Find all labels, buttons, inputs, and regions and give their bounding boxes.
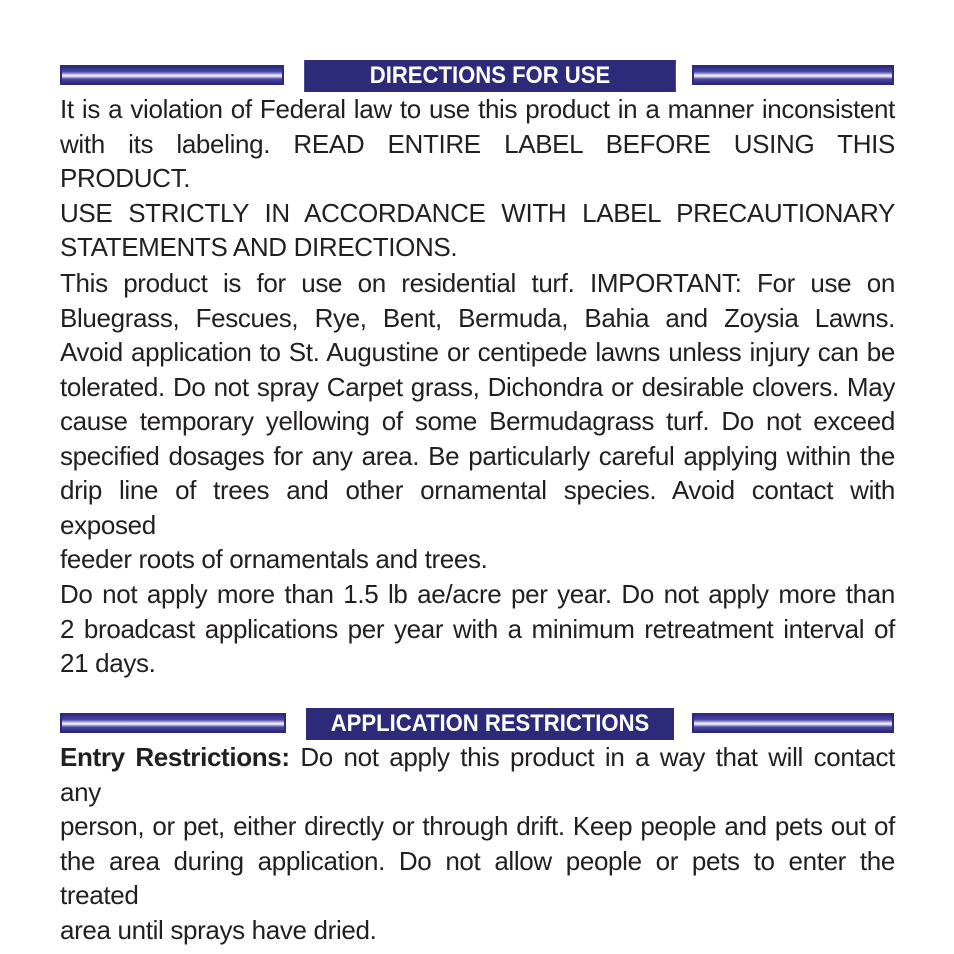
text-line: cause temporary yellowing of some Bermudagrass turf. Do not exceed	[60, 406, 895, 436]
rate-limit-paragraph	[60, 577, 895, 681]
restrictions-title: APPLICATION RESTRICTIONS	[306, 708, 674, 740]
text-line: area until sprays have dried.	[60, 914, 377, 945]
text-line: It is a violation of Federal law to use this product in a manner inconsistent	[60, 94, 895, 124]
text-line: 2 broadcast applications per year with a minimum retreatment interval of	[60, 613, 895, 644]
restrictions-header	[60, 708, 894, 740]
entry-restrictions-text: Do not apply this product in a way that will contact any	[60, 742, 895, 807]
text-line: Avoid application to St. Augustine or centipede lawns unless injury can be	[60, 337, 895, 367]
text-line: USE STRICTLY IN ACCORDANCE WITH LABEL PRECAUTIONARY	[60, 197, 895, 228]
header-bar-left	[60, 65, 284, 85]
text-line: person, or pet, either directly or through drift. Keep people and pets out of	[60, 811, 895, 841]
header-bar-left	[60, 713, 286, 733]
text-line: drip line of trees and other ornamental species. Avoid contact with exposed	[60, 475, 895, 540]
text-line: with its labeling. READ ENTIRE LABEL BEFORE USING THIS PRODUCT.	[60, 128, 895, 193]
header-bar-right	[692, 65, 894, 85]
violation-paragraph	[60, 92, 895, 265]
text-line: specified dosages for any area. Be particularly careful applying within the	[60, 440, 895, 471]
text-line: This product is for use on residential turf. IMPORTANT: For use on	[60, 268, 895, 298]
text-line: the area during application. Do not allow people or pets to enter the treated	[60, 845, 895, 910]
directions-header	[60, 60, 894, 92]
text-line: tolerated. Do not spray Carpet grass, Dichondra or desirable clovers. May	[60, 371, 895, 402]
directions-title: DIRECTIONS FOR USE	[304, 60, 676, 92]
entry-restrictions-label: Entry Restrictions:	[60, 742, 290, 772]
text-line: feeder roots of ornamentals and trees.	[60, 544, 488, 574]
header-bar-right	[692, 713, 894, 733]
text-line: STATEMENTS AND DIRECTIONS.	[60, 232, 458, 262]
text-line: Do not apply more than 1.5 lb ae/acre per year. Do not apply more than	[60, 579, 895, 609]
turf-use-paragraph	[60, 266, 895, 577]
text-line	[60, 740, 895, 809]
text-line: 21 days.	[60, 648, 156, 678]
entry-restrictions-paragraph	[60, 740, 895, 947]
text-line: Bluegrass, Fescues, Rye, Bent, Bermuda, Bahia and Zoysia Lawns.	[60, 302, 895, 333]
